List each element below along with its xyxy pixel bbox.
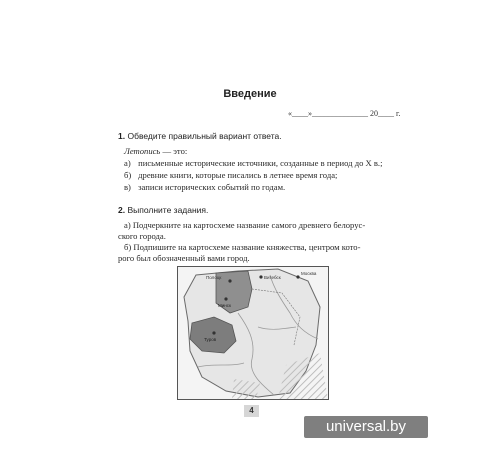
option-a[interactable] — [124, 158, 382, 168]
option-c[interactable] — [124, 182, 285, 192]
watermark-logo: universal.by — [304, 416, 428, 438]
map-label-turov: Туров — [204, 337, 217, 342]
map-label-polotsk: Полоцк — [206, 275, 222, 280]
task-2-heading — [118, 205, 208, 215]
option-b-text: древние книги, которые писались в летнее время года; — [138, 170, 338, 180]
task-1-instruction: Обведите правильный вариант ответа. — [127, 131, 282, 141]
task-2-line-1: а) Подчеркните на картосхеме название самого древнего белорус- — [124, 220, 366, 230]
page-number: 4 — [244, 405, 259, 417]
task-2-line-3: б) Подпишите на картосхеме название княжества, центром кото- — [124, 242, 361, 252]
date-line: «____»______________ 20____ г. — [288, 109, 401, 118]
city-dot-moskva — [296, 275, 299, 278]
task-2-number: 2. — [118, 205, 126, 215]
task-2-instruction: Выполните задания. — [127, 205, 209, 215]
task-2-line-4: рого был обозначенный вами город. — [118, 253, 250, 263]
map-label-minsk: Минск — [218, 303, 231, 308]
task-1-heading — [118, 131, 282, 141]
task-2-line-2: ского города. — [118, 231, 166, 241]
city-dot-vitebsk — [259, 275, 262, 278]
question-term: Летопись — [124, 146, 161, 156]
option-a-letter: а) — [124, 158, 131, 168]
option-c-text: записи исторических событий по годам. — [138, 182, 286, 192]
task-1-question — [124, 146, 187, 156]
city-dot-turov — [212, 331, 215, 334]
city-dot-minsk — [224, 297, 227, 300]
page-title: Введение — [223, 88, 277, 100]
option-b[interactable] — [124, 170, 337, 180]
map-label-moskva: Москва — [301, 271, 317, 276]
option-c-letter: в) — [124, 182, 131, 192]
city-dot-polotsk — [228, 279, 231, 282]
map-label-vitebsk: Витебск — [264, 275, 281, 280]
map-scheme[interactable] — [177, 266, 329, 400]
option-b-letter: б) — [124, 170, 132, 180]
task-1-number: 1. — [118, 131, 126, 141]
map-svg — [178, 267, 328, 399]
option-a-text: письменные исторические источники, созданные в период до X в.; — [138, 158, 383, 168]
question-tail: — это: — [160, 146, 188, 156]
